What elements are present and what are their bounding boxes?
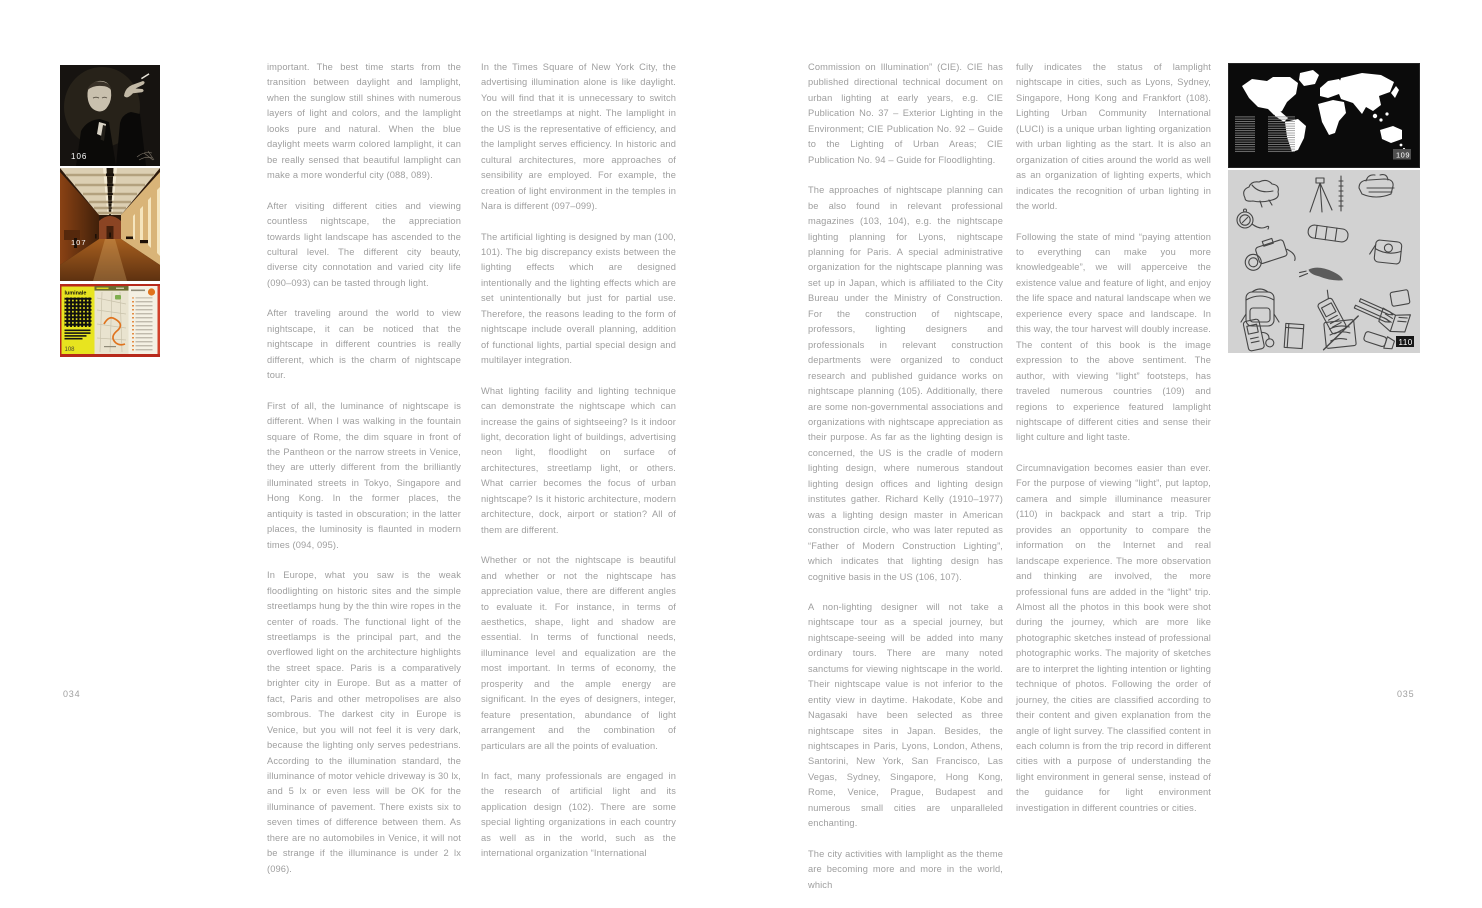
- figure-label-108: 108: [64, 347, 75, 353]
- figure-label-110: 110: [1398, 338, 1413, 347]
- paragraph: In Europe, what you saw is the weak floodlighting on historic sites and the simple streetlamps hung by the thin wire ropes in the center of roads. The functional light of the streetlamps is the principal part, and the overflowed light on the architecture highlights the street space. Paris is a comparatively brighter city in Europe. But as a matter of fact, Paris and other metropolises are also sombrous. The darkest city in Europe is Venice, but you will not feel it is very dark, because the lighting only serves pedestrians. According to the illumination standard, the illuminance of motor vehicle driveway is 30 lx, and 5 lx or even less will be OK for the illuminance of pavement. There exists six to seven times of difference between them. As there are no automobiles in Venice, it will not be strange if the illuminance is under 2 lx (096).: [267, 570, 461, 874]
- text-column-1: [267, 60, 461, 892]
- map-legend-list-left: [1235, 116, 1263, 153]
- paragraph: After visiting different cities and viewing countless nightscape, the appreciation towards light landscape has ascended to the cultural level. The different city beauty, diverse city connotation and varied city life (090–093) can be tasted through light.: [267, 200, 461, 288]
- brochure-logo-dot: [148, 288, 155, 295]
- figure-label-109: 109: [1396, 150, 1411, 160]
- brochure-illustration: [60, 284, 160, 357]
- page-number-left: 034: [63, 689, 81, 699]
- paragraph: The artificial lighting is designed by man (100, 101). The big discrepancy exists between the lighting effects which are designed intentionally and the lighting effects which are set unintentionally but just for partial use. Therefore, the reasons leading to the form of nightscape include overall planning, addition of functional lights, partial special design and multilayer integration.: [481, 231, 676, 366]
- sketches-illustration: [1228, 170, 1420, 353]
- figure-label-107: 107: [71, 238, 87, 247]
- paragraph: In the Times Square of New York City, the advertising illumination alone is like daylight. You will find that it is unnecessary to switch on the streetlamps at night. The lamplight in the US is the representative of efficiency, and the lamplight serves efficiency. In historic and cultural architectures, more approaches of sensibility are employed. For example, the creation of light environment in the temples in Nara is different (097–099).: [481, 62, 676, 212]
- dot-grid-poster: [65, 298, 92, 328]
- paragraph: The city activities with lamplight as the theme are becoming more and more in the world, which: [808, 848, 1003, 890]
- figure-corridor-photo: [60, 168, 160, 281]
- portrait-illustration: [60, 65, 160, 166]
- paragraph: First of all, the luminance of nightscape is different. When I was walking in the fountain square of Rome, the dim square in front of the Pantheon or the narrow streets in Venice, they are utterly different from the brilliantly illuminated streets in Tokyo, Singapore and Hong Kong. In the former places, the antiquity is tasted in obscuration; in the latter places, the luminosity is flaunted in modern times (094, 095).: [267, 400, 461, 550]
- paragraph: Following the state of mind “paying attention to everything can make you more knowledgeable”, we will apperceive the existence value and feature of light, and enjoy the life space and natural landscape when we experience every space and landscape. In this way, the tour harvest will doubly increase. The content of this book is the image expression to the above sentiment. The author, with viewing “light” footsteps, has traveled numerous countries (109) and regions to experience featured lamplight nightscape of different cities and sense their light culture and light taste.: [1016, 231, 1211, 443]
- paragraph: A non-lighting designer will not take a nightscape tour as a special journey, but nightscape-seeing will be added into many ordinary tours. There are many noted sanctums for viewing nightscape in the world. Their nightscape value is not inferior to the entity view in daytime. Hakodate, Kobe and Nagasaki have been selected as three nightscape sites in Japan. Besides, the nightscapes in Paris, Lyons, London, Athens, Santorini, New York, San Francisco, Las Vegas, Sydney, Singapore, Hong Kong, Rome, Venice, Prague, Budapest and numerous small cities are unparalleled enchanting.: [808, 601, 1003, 829]
- paragraph: The approaches of nightscape planning can be also found in relevant professional magazines (103, 104), e.g. the nightscape lighting planning for Lyons, nightscape planning for Paris. A special administrative organization for the nightscape planning was set up in Japan, which is affiliated to the City Bureau under the Ministry of Construction. For the construction of nightscape, professors, lighting designers and professionals in relevant construction departments were organized to conduct research and published guidance works on nightscape planning (105). Additionally, there are some non-governmental associations and organizations with nightscape appreciation as their purpose. As far as the lighting design is concerned, the US is the cradle of modern lighting design, where numerous standout lighting design offices and lighting design institutes gather. Richard Kelly (1910–1977) was a lighting design master in American construction circle, who was later reputed as “Father of Modern Construction Lighting”, which indicates that lighting design has cognitive basis in the US (106, 107).: [808, 185, 1003, 582]
- figure-world-map: [1228, 63, 1420, 168]
- figure-portrait-photo: [60, 65, 160, 166]
- brochure-title: luminale: [64, 290, 87, 297]
- program-list: [131, 298, 154, 351]
- figure-label-106: 106: [71, 152, 88, 161]
- paragraph: What lighting facility and lighting technique can demonstrate the nightscape which can increase the gains of sightseeing? Is it indoor light, decoration light of buildings, advertising neon light, floodlight on surface of architectures, streetlamp light, or others. What carrier becomes the focus of urban nightscape? Is it historic architecture, modern architecture, dock, airport or station? All of them are different.: [481, 385, 676, 535]
- figure-luminale-brochure: [60, 284, 160, 357]
- text-column-4: [1016, 60, 1211, 831]
- paragraph: Circumnavigation becomes easier than ever. For the purpose of viewing “light”, put laptop, camera and simple illuminance measurer (110) in backpack and start a trip. Trip provides an opportunity to compare the information on the Internet and real landscape experience. The more observation and thinking are involved, the more professional funs are added in the “light” trip. Almost all the photos in this book were shot during the journey, which are more like photographic sketches instead of professional photographic works. The majority of sketches are to interpret the lighting intention or lighting technique of photos. Following the order of journey, the cities are classified according to their content and given explanation from the angle of light survey. The classified content in each column is from the trip record in different cities with a purpose of understanding the light environment in general sense, instead of the guidance for light environment investigation in different countries or cities.: [1016, 462, 1211, 813]
- text-column-3: [808, 60, 1003, 908]
- paragraph: Commission on Illumination” (CIE). CIE has published directional technical document on urban lighting at early years, e.g. CIE Publication No. 37 – Exterior Lighting in the Environment; CIE Publication No. 92 – Guide to the Lighting of Urban Areas; CIE Publication No. 94 – Guide for Floodlighting.: [808, 62, 1003, 165]
- paragraph: Whether or not the nightscape is beautiful and whether or not the nightscape has appreciation value, there are different angles to evaluate it. For instance, in terms of aesthetics, shape, light and shadow are essential. In terms of functional needs, illuminance level and equalization are the most important. In terms of economy, the prosperity and the ample energy are significant. In the eyes of designers, integer, feature presentation, abundance of light arrangement and the combination of particulars are all the points of evaluation.: [481, 555, 676, 751]
- paragraph: important. The best time starts from the transition between daylight and lamplight, when the sunglow still shines with numerous layers of light and colors, and the lamplight looks pure and natural. When the blue daylight meets warm colored lamplight, it can be really sensed that beautiful lamplight can make a more wonderful city (088, 089).: [267, 62, 461, 181]
- paragraph: fully indicates the status of lamplight nightscape in cities, such as Lyons, Sydney, Singapore, Hong Kong and Frankfort (108). Lighting Urban Community International (LUCI) is a unique urban lighting organization with urban lighting as the start. It is also an organization of cities around the world as well as an organization of lighting experts, which indicates the recognition of urban lighting in the world.: [1016, 62, 1211, 212]
- world-map-illustration: [1228, 63, 1420, 168]
- text-column-2: [481, 60, 676, 877]
- paragraph: In fact, many professionals are engaged in the research of artificial light and its application design (102). There are some special lighting organizations in each country as well as in the world, such as the international organization “International: [481, 771, 676, 859]
- page-number-right: 035: [1397, 689, 1415, 699]
- map-legend-list-right: [1268, 116, 1299, 153]
- corridor-illustration: [60, 168, 160, 281]
- figure-equipment-sketches: [1228, 170, 1420, 353]
- paragraph: After traveling around the world to view nightscape, it can be noticed that the nightscape in different countries is really different, which is the charm of nightscape tour.: [267, 308, 461, 381]
